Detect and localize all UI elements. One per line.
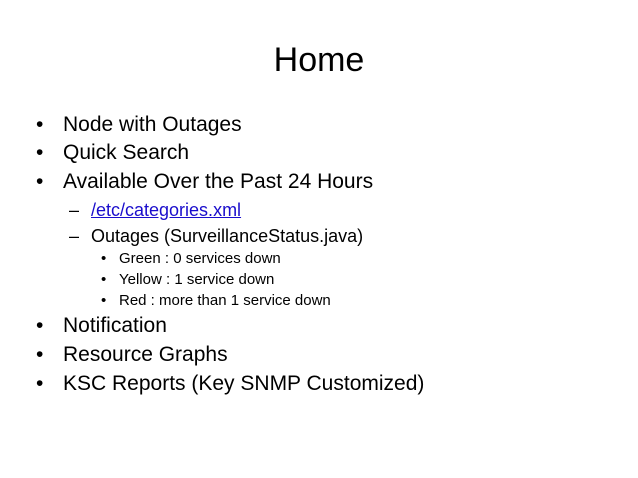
list-item-label: Green : 0 services down (119, 250, 281, 267)
bullet-icon: • (36, 141, 44, 164)
dash-icon: – (69, 226, 80, 246)
bullet-icon: • (101, 250, 107, 267)
list-item-label: Quick Search (63, 141, 190, 164)
slide-title: Home (273, 41, 365, 79)
list-item-label: Outages (SurveillanceStatus.java) (91, 226, 364, 246)
bullet-icon: • (101, 292, 107, 309)
bullet-icon: • (36, 170, 44, 193)
list-item-label: Yellow : 1 service down (119, 271, 275, 288)
bullet-icon: • (101, 271, 107, 288)
list-item-label: KSC Reports (Key SNMP Customized) (63, 372, 425, 395)
list-item-label: Resource Graphs (63, 343, 228, 366)
list-item-label: Notification (63, 314, 167, 337)
list-item-label: Red : more than 1 service down (119, 292, 331, 309)
categories-link[interactable]: /etc/categories.xml (91, 200, 242, 220)
dash-icon: – (69, 200, 80, 220)
list-item-label: Node with Outages (63, 113, 242, 136)
bullet-icon: • (36, 372, 44, 395)
list-item-label: Available Over the Past 24 Hours (63, 170, 374, 193)
bullet-icon: • (36, 113, 44, 136)
bullet-icon: • (36, 314, 44, 337)
bullet-icon: • (36, 343, 44, 366)
